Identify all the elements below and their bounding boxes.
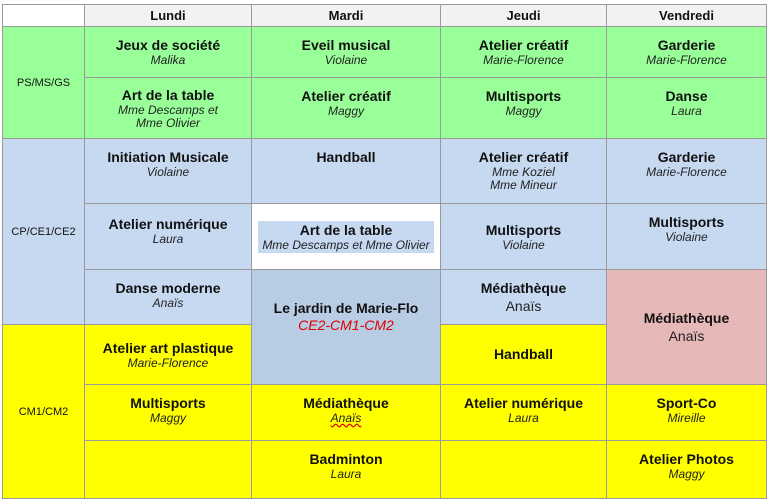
activity-cell	[251, 384, 441, 441]
activity-cell	[440, 269, 607, 325]
activity-cell	[440, 138, 607, 204]
activity-title: Multisports	[130, 395, 206, 411]
activity-teacher: Mme Descamps et Mme Olivier	[262, 237, 430, 252]
activity-teacher: Marie-Florence	[127, 355, 209, 370]
activity-title: Atelier créatif	[301, 88, 391, 104]
activity-teacher: Maggy	[149, 411, 187, 425]
activity-title: Médiathèque	[643, 309, 730, 326]
activity-title: Danse	[665, 88, 708, 104]
activity-cell	[251, 440, 441, 499]
activity-cell	[251, 269, 441, 385]
activity-teacher: Laura	[508, 411, 539, 425]
activity-teacher: Anaïs	[668, 327, 705, 344]
activity-title: Le jardin de Marie-Flo	[273, 300, 419, 316]
activity-title: Multisports	[648, 214, 725, 230]
activity-teacher: Mme Olivier	[135, 115, 200, 130]
activity-teacher: Marie-Florence	[646, 53, 727, 67]
activity-cell	[84, 138, 252, 204]
activity-teacher: Mme Mineur	[490, 178, 557, 192]
activity-cell	[84, 384, 252, 441]
header-mardi: Mardi	[251, 4, 441, 27]
activity-classes: CE2-CM1-CM2	[298, 317, 394, 333]
activity-cell	[251, 138, 441, 204]
activity-cell	[606, 440, 767, 499]
activity-cell	[606, 26, 767, 78]
activity-teacher: Maggy	[327, 104, 365, 118]
activity-cell	[440, 203, 607, 270]
activity-title: Danse moderne	[115, 280, 221, 296]
activity-teacher: Maggy	[668, 467, 705, 481]
activity-cell	[84, 324, 252, 385]
activity-cell	[606, 203, 767, 270]
activity-cell	[84, 77, 252, 139]
group-label-cp-ce1-ce2: CP/CE1/CE2	[2, 138, 85, 325]
activity-teacher: Malika	[150, 53, 186, 67]
activity-teacher: Laura	[671, 104, 702, 118]
activity-title: Art de la table	[121, 86, 215, 103]
activity-teacher: Mme Descamps et	[117, 102, 219, 117]
activity-teacher: Violaine	[665, 230, 708, 244]
activity-title: Jeux de société	[115, 37, 221, 53]
activity-cell	[606, 269, 767, 385]
activity-title: Atelier créatif	[478, 149, 569, 165]
activity-title: Multisports	[485, 221, 562, 238]
activity-teacher: Violaine	[324, 53, 368, 67]
activity-title: Atelier créatif	[478, 37, 569, 53]
activity-cell	[440, 26, 607, 78]
activity-title: Médiathèque	[303, 395, 389, 411]
activity-title: Médiathèque	[480, 280, 567, 296]
activity-cell	[251, 77, 441, 139]
activity-title: Atelier numérique	[108, 216, 228, 232]
activity-title: Atelier Photos	[639, 451, 734, 467]
activity-title: Sport-Co	[656, 395, 717, 411]
activity-title: Handball	[493, 346, 554, 362]
highlight-box	[258, 221, 433, 253]
header-corner	[2, 4, 85, 27]
activity-cell	[440, 77, 607, 139]
activity-teacher: Marie-Florence	[646, 165, 727, 179]
activity-teacher: Laura	[152, 232, 184, 246]
activity-teacher: Mme Koziel	[492, 165, 555, 179]
group-label-ps-ms-gs: PS/MS/GS	[2, 26, 85, 139]
activity-teacher: Maggy	[505, 104, 542, 118]
activity-title: Art de la table	[299, 221, 393, 238]
activity-cell	[440, 324, 607, 385]
group-label-cm1-cm2: CM1/CM2	[2, 324, 85, 499]
activity-teacher: Anaïs	[152, 296, 184, 310]
header-lundi: Lundi	[84, 4, 252, 27]
activity-title: Atelier numérique	[463, 395, 584, 411]
header-vendredi: Vendredi	[606, 4, 767, 27]
activity-title: Garderie	[657, 37, 716, 53]
activity-title: Handball	[316, 149, 376, 165]
activity-title: Multisports	[485, 88, 562, 104]
activity-teacher: Anaïs	[330, 411, 362, 425]
activity-title: Badminton	[309, 451, 383, 467]
header-jeudi: Jeudi	[440, 4, 607, 27]
activity-title: Atelier art plastique	[102, 339, 234, 356]
activity-cell	[606, 384, 767, 441]
empty-cell	[440, 440, 607, 499]
activity-teacher: Mireille	[667, 411, 706, 425]
empty-cell	[84, 440, 252, 499]
activity-teacher: Laura	[330, 467, 362, 481]
activity-title: Initiation Musicale	[107, 149, 229, 165]
activity-cell	[440, 384, 607, 441]
activity-cell	[606, 77, 767, 139]
activity-title: Eveil musical	[301, 37, 391, 53]
activity-title: Garderie	[657, 149, 716, 165]
activity-cell	[84, 26, 252, 78]
activity-teacher: Violaine	[146, 165, 190, 179]
activity-teacher: Violaine	[502, 237, 545, 252]
activity-teacher: Marie-Florence	[483, 53, 564, 67]
activity-cell	[251, 26, 441, 78]
activity-teacher: Anaïs	[505, 298, 542, 314]
activity-cell	[606, 138, 767, 204]
activity-cell	[251, 203, 441, 270]
activity-cell	[84, 269, 252, 325]
activity-cell	[84, 203, 252, 270]
